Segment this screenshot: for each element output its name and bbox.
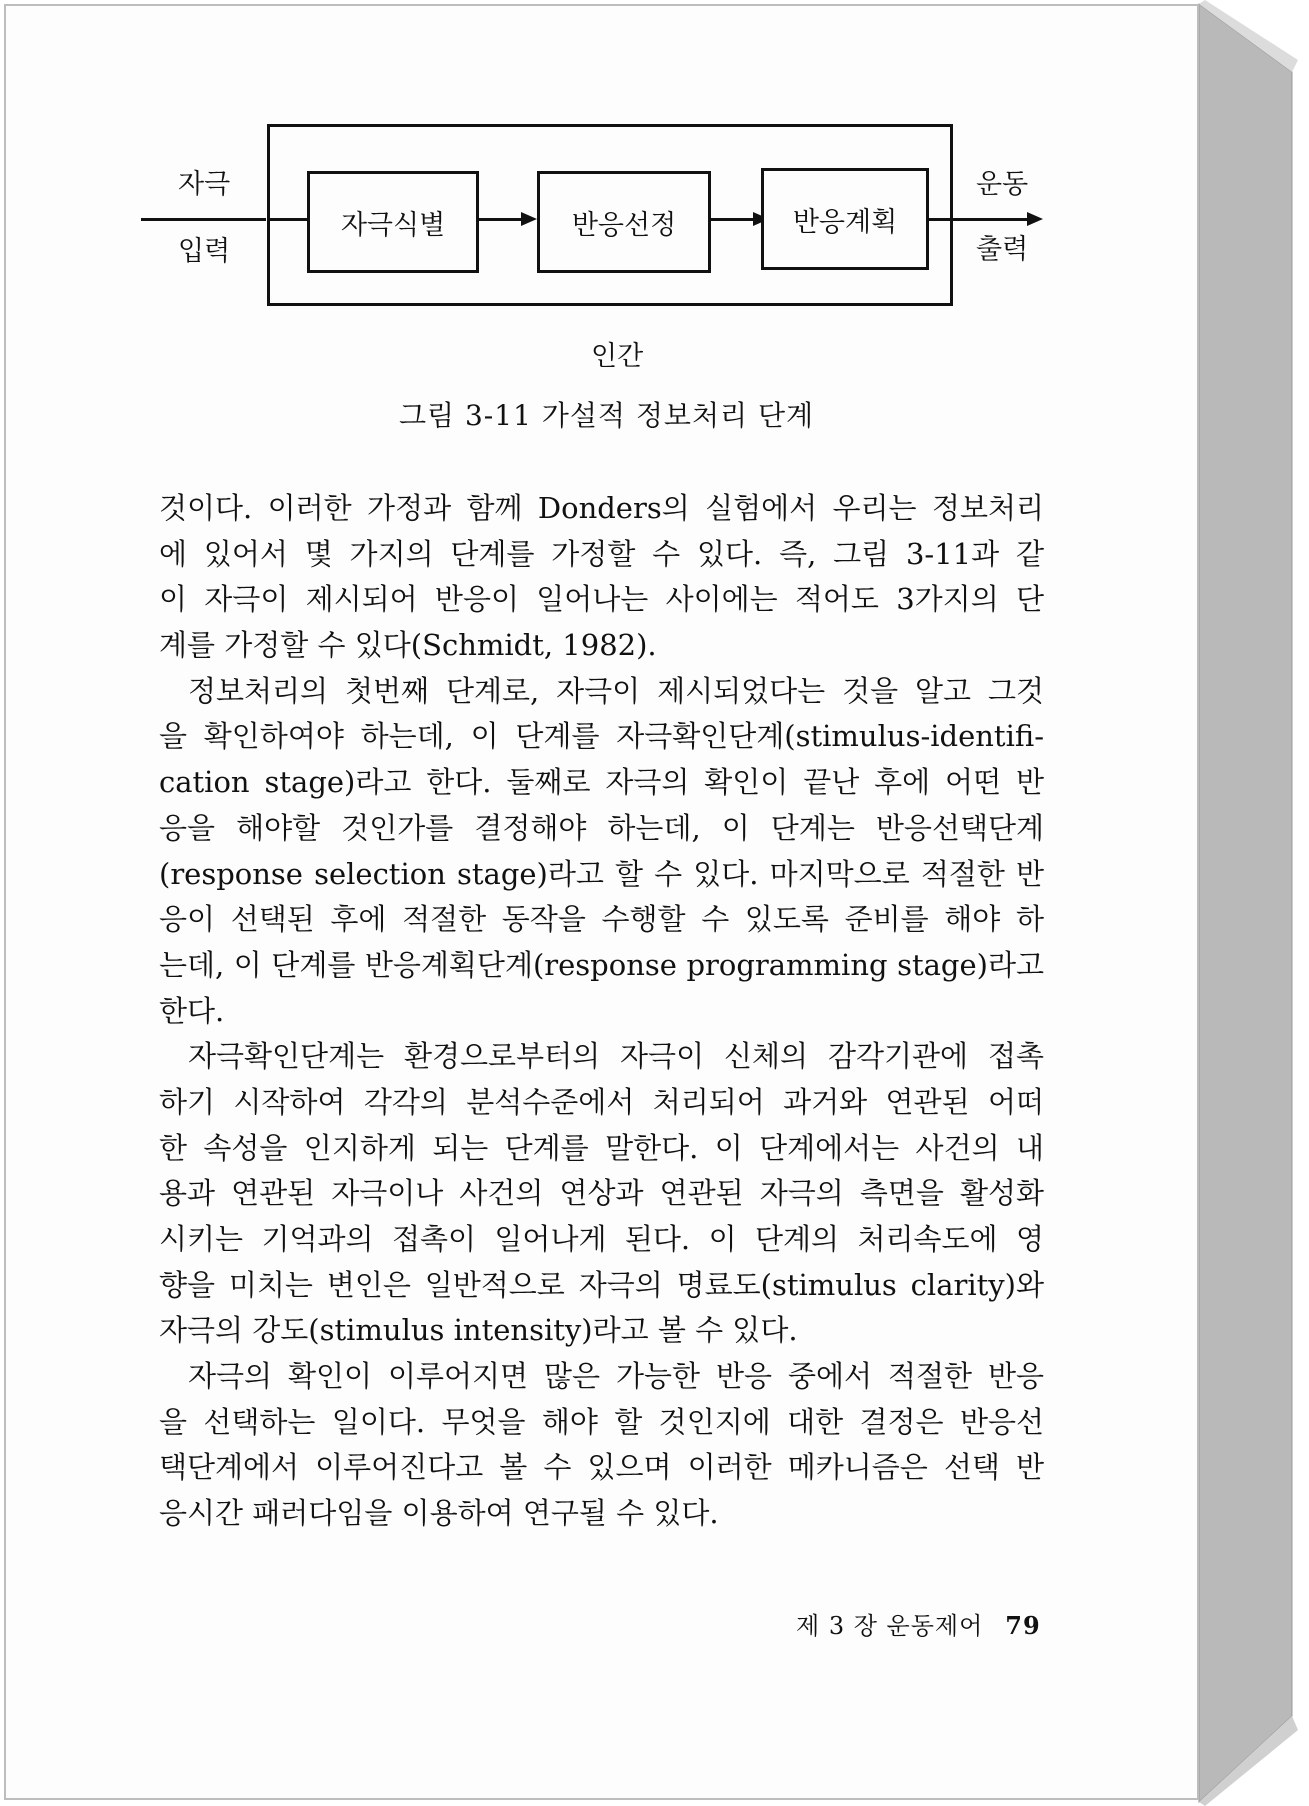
stimulus-input-label-top: 자극 bbox=[178, 169, 231, 200]
text-line: 한 속성을 인지하게 되는 단계를 말한다. 이 단계에서는 사건의 내 bbox=[159, 1130, 1044, 1165]
text-line: 택단계에서 이루어진다고 볼 수 있으며 이러한 메카니즘은 선택 반 bbox=[159, 1450, 1044, 1485]
text-line: 응이 선택된 후에 적절한 동작을 수행할 수 있도록 준비를 해야 하 bbox=[159, 902, 1044, 937]
information-processing-diagram bbox=[131, 116, 1061, 316]
input-arrow-line bbox=[141, 218, 266, 221]
output-arrow-line bbox=[929, 218, 1033, 221]
text-line: 정보처리의 첫번째 단계로, 자극이 제시되었다는 것을 알고 그것 bbox=[188, 673, 1044, 708]
motor-output-label-bottom: 출력 bbox=[976, 234, 1029, 265]
text-line: 자극의 강도(stimulus intensity)라고 볼 수 있다. bbox=[159, 1313, 798, 1348]
chapter-title: 제 3 장 운동제어 bbox=[796, 1612, 984, 1640]
stage-label-stimulus-identification: 자극식별 bbox=[340, 209, 446, 241]
text-line: 에 있어서 몇 가지의 단계를 가정할 수 있다. 즉, 그림 3-11과 같 bbox=[159, 536, 1044, 571]
input-arrow-inner-line bbox=[267, 218, 307, 221]
text-line: 을 선택하는 일이다. 무엇을 해야 할 것인지에 대한 결정은 반응선 bbox=[159, 1404, 1044, 1439]
page-footer bbox=[796, 1606, 1041, 1641]
stage-box-stimulus-identification bbox=[307, 171, 479, 273]
text-line: 는데, 이 단계를 반응계획단계(response programming stage)라고 bbox=[159, 947, 1044, 982]
stage-box-response-selection bbox=[537, 171, 711, 273]
text-line: 자극의 확인이 이루어지면 많은 가능한 반응 중에서 적절한 반응 bbox=[188, 1359, 1044, 1394]
text-line: 시키는 기억과의 접촉이 일어나게 된다. 이 단계의 처리속도에 영 bbox=[159, 1222, 1044, 1256]
book-side-face bbox=[1199, 4, 1292, 1802]
text-line: 향을 미치는 변인은 일반적으로 자극의 명료도(stimulus clarity)와 bbox=[159, 1267, 1044, 1302]
output-arrow-head bbox=[1027, 212, 1043, 226]
human-label: 인간 bbox=[591, 341, 644, 372]
text-line: 계를 가정할 수 있다(Schmidt, 1982). bbox=[159, 628, 657, 663]
stage-label-response-programming: 반응계획 bbox=[792, 206, 898, 238]
text-line: (response selection stage)라고 할 수 있다. 마지막으로 적절한 반 bbox=[159, 856, 1044, 891]
text-line: 자극확인단계는 환경으로부터의 자극이 신체의 감각기관에 접촉 bbox=[188, 1039, 1044, 1074]
stimulus-input-label-bottom: 입력 bbox=[178, 236, 231, 267]
text-line: cation stage)라고 한다. 둘째로 자극의 확인이 끝난 후에 어떤 반 bbox=[159, 765, 1044, 800]
stage-box-response-programming bbox=[761, 168, 929, 270]
figure-caption: 그림 3-11 가설적 정보처리 단계 bbox=[399, 399, 815, 432]
text-line: 응을 해야할 것인가를 결정해야 하는데, 이 단계는 반응선택단계 bbox=[159, 810, 1044, 845]
body-text bbox=[159, 486, 1044, 1537]
text-line: 이 자극이 제시되어 반응이 일어나는 사이에는 적어도 3가지의 단 bbox=[159, 582, 1044, 617]
text-line: 것이다. 이러한 가정과 함께 Donders의 실험에서 우리는 정보처리 bbox=[159, 491, 1044, 525]
text-line: 을 확인하여야 하는데, 이 단계를 자극확인단계(stimulus-identifi- bbox=[159, 719, 1044, 754]
text-line: 응시간 패러다임을 이용하여 연구될 수 있다. bbox=[159, 1496, 719, 1531]
text-line: 하기 시작하여 각각의 분석수준에서 처리되어 과거와 연관된 어떠 bbox=[159, 1084, 1044, 1119]
page-number: 79 bbox=[1005, 1611, 1041, 1640]
text-line: 용과 연관된 자극이나 사건의 연상과 연관된 자극의 측면을 활성화 bbox=[159, 1176, 1044, 1211]
text-line: 한다. bbox=[159, 993, 225, 1028]
stage-label-response-selection: 반응선정 bbox=[571, 209, 677, 241]
arrow-head-1 bbox=[521, 212, 537, 226]
book-page bbox=[4, 4, 1199, 1800]
motor-output-label-top: 운동 bbox=[976, 169, 1029, 200]
